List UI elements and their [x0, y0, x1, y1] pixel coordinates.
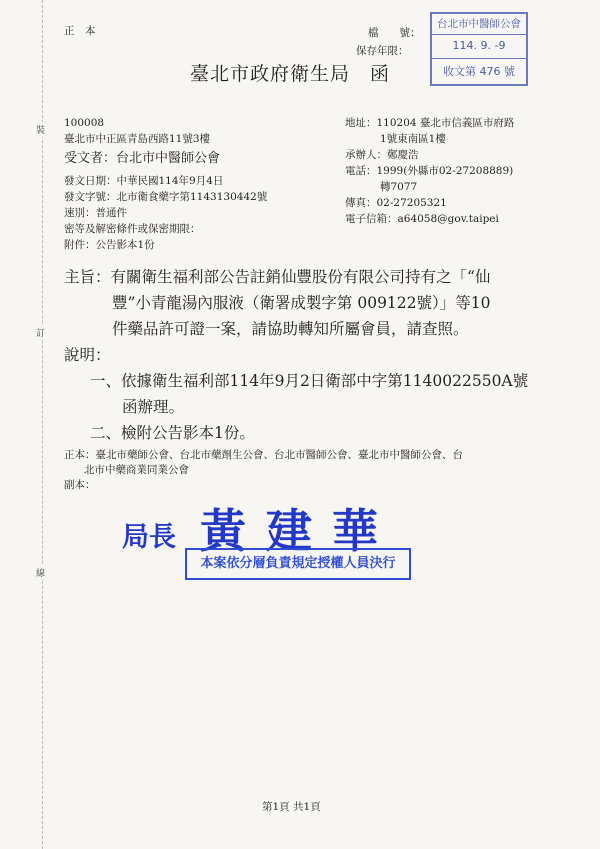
subject-line-1: 主旨：有關衛生福利部公告註銷仙豐股份有限公司持有之「“仙 [64, 268, 491, 286]
signature-role: 局長 [122, 522, 176, 553]
explanation-item-1-cont: 函辦理。 [122, 398, 185, 416]
file-number-label: 檔 號： [368, 27, 421, 39]
copy-label: 正 本 [64, 25, 96, 37]
receipt-stamp [430, 12, 528, 86]
distribution-copy: 副本： [64, 479, 96, 491]
issue-date: 發文日期：中華民國114年9月4日 [64, 175, 224, 187]
contact-phone-extension: 轉7077 [380, 181, 418, 193]
contact-address-2: 1號東南區1樓 [380, 133, 446, 145]
contact-handler: 承辦人：鄭慶浩 [345, 149, 419, 161]
distribution-original-cont: 北市中藥商業同業公會 [84, 464, 189, 476]
security-level: 密等及解密條件或保密期限： [64, 223, 201, 235]
delivery-speed: 速別：普通件 [64, 207, 127, 219]
stamp-org: 台北市中醫師公會 [437, 18, 521, 30]
attachment: 附件：公告影本1份 [64, 239, 155, 251]
margin-mark: 裝 [36, 122, 45, 137]
margin-mark: 訂 [36, 325, 45, 340]
contact-email[interactable]: 電子信箱：a64058@gov.taipei [345, 213, 499, 225]
explanation-label: 說明： [64, 346, 111, 364]
contact-fax: 傳真：02-27205321 [345, 197, 447, 209]
explanation-item-2: 二、檢附公告影本1份。 [90, 424, 255, 442]
page-number: 第1頁 共1頁 [262, 801, 321, 813]
subject-line-2: 豐”小青龍湯內服液（衛署成製字第 009122號）」等10 [112, 294, 491, 312]
stamp-receipt-number: 收文第 476 號 [443, 65, 515, 78]
sender-address: 臺北市中正區青島西路11號3樓 [64, 133, 211, 145]
contact-phone: 電話：1999(外縣市02-27208889) [345, 165, 514, 177]
subject-line-3: 件藥品許可證一案，請協助轉知所屬會員，請查照。 [112, 320, 469, 338]
retention-label: 保存年限： [356, 45, 409, 57]
document-number: 發文字號：北市衛食藥字第1143130442號 [64, 191, 268, 203]
document-title: 臺北市政府衛生局 函 [190, 63, 391, 85]
authorization-seal: 本案依分層負責規定授權人員決行 [185, 548, 411, 580]
stamp-date: 114. 9. -9 [452, 39, 506, 52]
recipient: 受文者：台北市中醫師公會 [64, 151, 221, 166]
distribution-original: 正本：臺北市藥師公會、台北市藥劑生公會、台北市醫師公會、臺北市中醫師公會、台 [64, 449, 463, 461]
signature-name: 黃建華 [200, 504, 398, 558]
sender-postal-code: 100008 [64, 117, 105, 129]
contact-address-1: 地址：110204 臺北市信義區市府路 [345, 117, 515, 129]
explanation-item-1: 一、依據衛生福利部114年9月2日衛部中字第1140022550A號 [90, 372, 529, 390]
margin-mark: 線 [36, 565, 45, 580]
